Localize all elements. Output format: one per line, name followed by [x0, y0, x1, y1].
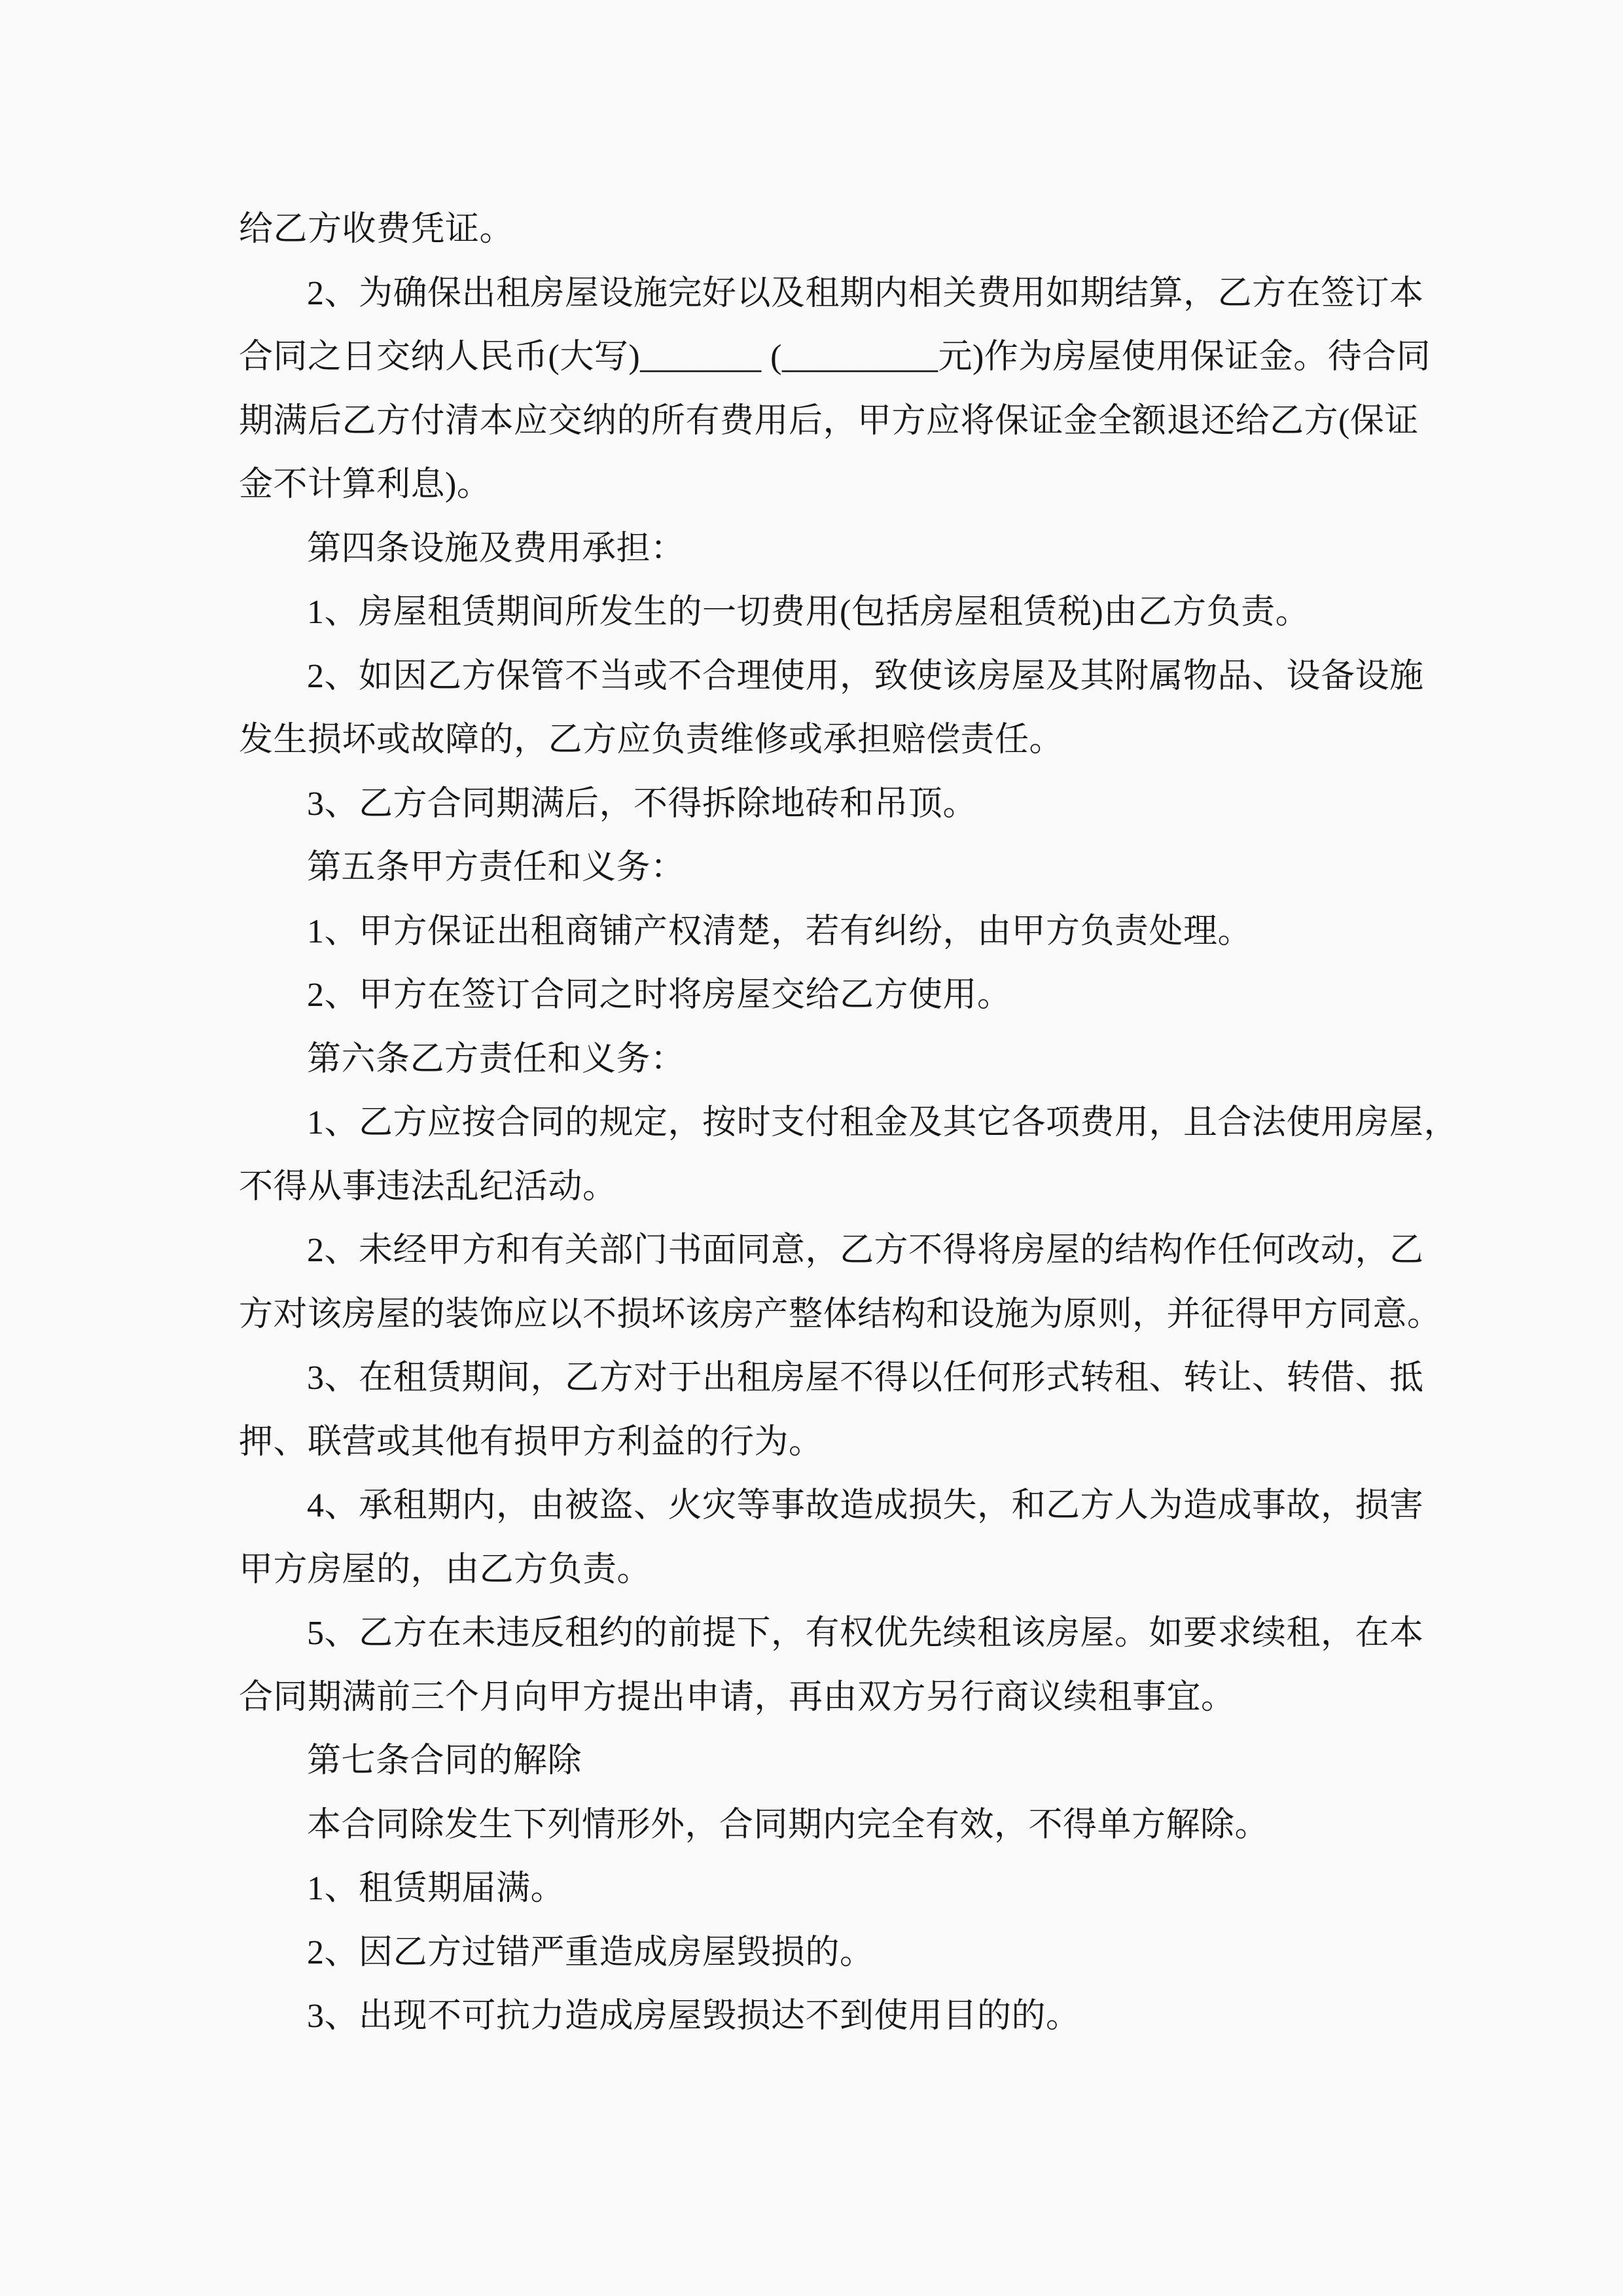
document-line: 本合同除发生下列情形外，合同期内完全有效，不得单方解除。: [307, 1806, 1270, 1844]
document-line: 给乙方收费凭证。: [239, 211, 514, 248]
document-line: 第七条合同的解除: [307, 1742, 582, 1780]
document-line: 4、承租期内，由被盗、火灾等事故造成损失，和乙方人为造成事故，损害: [307, 1487, 1424, 1524]
document-line: 甲方房屋的，由乙方负责。: [239, 1551, 652, 1588]
document-line: 2、为确保出租房屋设施完好以及租期内相关费用如期结算，乙方在签订本: [307, 274, 1424, 312]
document-line: 2、未经甲方和有关部门书面同意，乙方不得将房屋的结构作任何改动，乙: [307, 1232, 1424, 1269]
document-line: 金不计算利息)。: [239, 466, 491, 503]
document-line: 1、租赁期届满。: [307, 1870, 565, 1907]
document-line: 2、如因乙方保管不当或不合理使用，致使该房屋及其附属物品、设备设施: [307, 657, 1424, 695]
document-line: 期满后乙方付清本应交纳的所有费用后，甲方应将保证金全额退还给乙方(保证: [239, 402, 1419, 440]
document-line: 3、乙方合同期满后，不得拆除地砖和吊顶。: [307, 785, 978, 823]
document-line: 第六条乙方责任和义务：: [307, 1040, 685, 1078]
document-line: 1、甲方保证出租商铺产权清楚，若有纠纷，由甲方负责处理。: [307, 912, 1253, 950]
document-line: 2、因乙方过错严重造成房屋毁损的。: [307, 1933, 874, 1971]
document-line: 发生损坏或故障的，乙方应负责维修或承担赔偿责任。: [239, 721, 1064, 759]
document-line: 1、乙方应按合同的规定，按时支付租金及其它各项费用，且合法使用房屋，: [307, 1104, 1459, 1141]
document-line: 第四条设施及费用承担：: [307, 529, 685, 567]
document-line: 3、在租赁期间，乙方对于出租房屋不得以任何形式转租、转让、转借、抵: [307, 1359, 1424, 1397]
document-line: 合同之日交纳人民币(大写)_______ (_________元)作为房屋使用保证金。待合同: [239, 338, 1431, 376]
document-line: 合同期满前三个月向甲方提出申请，再由双方另行商议续租事宜。: [239, 1678, 1236, 1716]
document-line: 方对该房屋的装饰应以不损坏该房产整体结构和设施为原则，并征得甲方同意。: [239, 1295, 1442, 1333]
document-body: [239, 198, 1459, 2049]
document-line: 不得从事违法乱纪活动。: [239, 1168, 617, 1206]
document-line: 押、联营或其他有损甲方利益的行为。: [239, 1423, 823, 1461]
document-line: 3、出现不可抗力造成房屋毁损达不到使用目的的。: [307, 1998, 1080, 2035]
document-line: 第五条甲方责任和义务：: [307, 849, 685, 886]
document-line: 5、乙方在未违反租约的前提下，有权优先续租该房屋。如要求续租，在本: [307, 1615, 1424, 1652]
document-line: 1、房屋租赁期间所发生的一切费用(包括房屋租赁税)由乙方负责。: [307, 594, 1310, 631]
document-line: 2、甲方在签订合同之时将房屋交给乙方使用。: [307, 977, 1012, 1014]
